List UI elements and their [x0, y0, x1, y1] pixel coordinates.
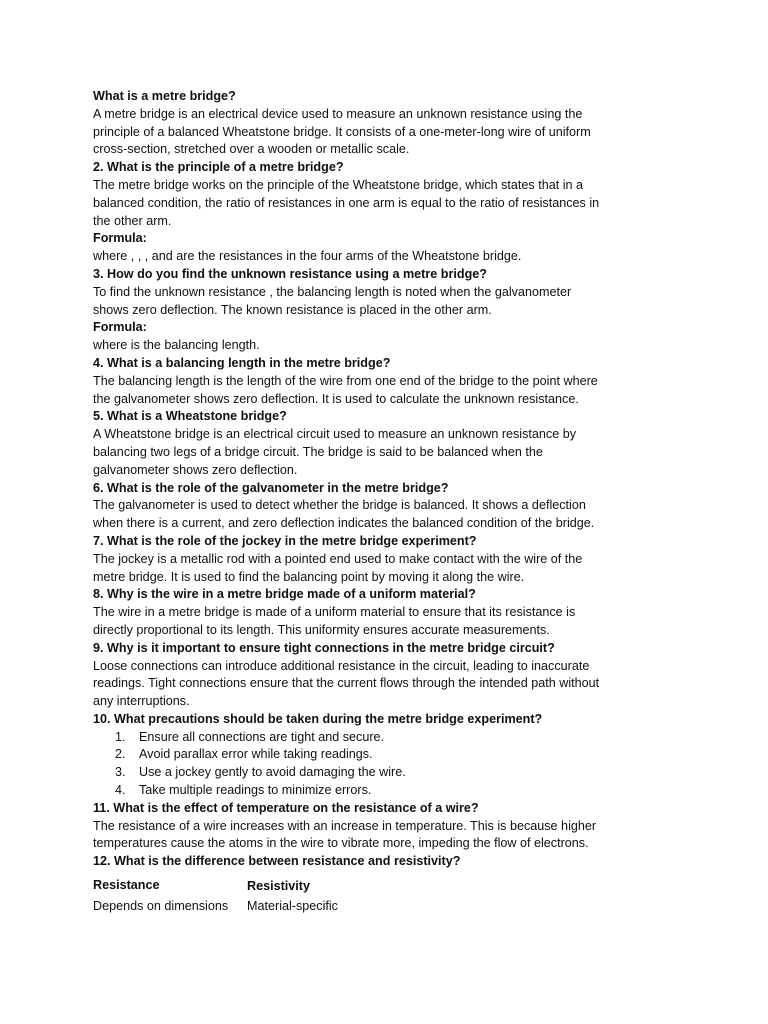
question-heading: 10. What precautions should be taken during the metre bridge experiment?: [93, 711, 543, 726]
list-item-text: Avoid parallax error while taking readings.: [139, 747, 373, 762]
table-row: [91, 896, 338, 916]
table-cell: Depends on dimensions: [93, 899, 229, 914]
formula-label: Formula:: [93, 320, 147, 335]
answer-line: The balancing length is the length of the wire from one end of the bridge to the point where: [93, 373, 598, 388]
answer-line: The galvanometer is used to detect whether the bridge is balanced. It shows a deflection: [93, 498, 586, 513]
list-item-text: Ensure all connections are tight and secure.: [139, 729, 385, 744]
answer-line: Loose connections can introduce additional resistance in the circuit, leading to inaccurate: [93, 658, 590, 673]
question-heading: 11. What is the effect of temperature on the resistance of a wire?: [93, 800, 479, 815]
question-heading: What is a metre bridge?: [93, 89, 236, 103]
answer-line: temperatures cause the atoms in the wire to vibrate more, impeding the flow of electrons.: [93, 836, 589, 851]
answer-line: A metre bridge is an electrical device used to measure an unknown resistance using the: [93, 106, 583, 121]
table-cell: Material-specific: [247, 899, 338, 914]
list-item: [115, 782, 693, 800]
answer-line: any interruptions.: [93, 694, 190, 709]
precautions-list: [93, 729, 693, 800]
answer-line: readings. Tight connections ensure that the current flows through the intended path without: [93, 676, 600, 691]
question-heading: 7. What is the role of the jockey in the metre bridge experiment?: [93, 533, 477, 548]
answer-line: metre bridge. It is used to find the balancing point by moving it along the wire.: [93, 569, 525, 584]
question-heading: 12. What is the difference between resistance and resistivity?: [93, 854, 461, 869]
list-number: 2.: [115, 747, 126, 762]
list-item: [115, 746, 693, 764]
answer-line: principle of a balanced Wheatstone bridge. It consists of a one-meter-long wire of uniform: [93, 124, 591, 139]
question-heading: 5. What is a Wheatstone bridge?: [93, 409, 287, 424]
list-item-text: Use a jockey gently to avoid damaging the wire.: [139, 765, 406, 780]
answer-line: To find the unknown resistance , the balancing length is noted when the galvanometer: [93, 284, 572, 299]
answer-line: shows zero deflection. The known resistance is placed in the other arm.: [93, 302, 492, 317]
formula-explanation: where is the balancing length.: [93, 338, 260, 353]
comparison-table: [91, 875, 338, 916]
answer-line: the other arm.: [93, 213, 172, 228]
list-number: 1.: [115, 729, 126, 744]
question-heading: 3. How do you find the unknown resistance using a metre bridge?: [93, 266, 487, 281]
answer-line: directly proportional to its length. This uniformity ensures accurate measurements.: [93, 622, 550, 637]
list-item: [115, 729, 693, 747]
question-heading: 6. What is the role of the galvanometer in the metre bridge?: [93, 480, 449, 495]
answer-line: balanced condition, the ratio of resistances in one arm is equal to the ratio of resistances in: [93, 195, 600, 210]
answer-line: The resistance of a wire increases with an increase in temperature. This is because higher: [93, 818, 597, 833]
table-header-row: [91, 875, 338, 896]
answer-line: The metre bridge works on the principle of the Wheatstone bridge, which states that in a: [93, 177, 584, 192]
formula-explanation: where , , , and are the resistances in the four arms of the Wheatstone bridge.: [93, 249, 522, 264]
question-heading: 4. What is a balancing length in the metre bridge?: [93, 355, 391, 370]
list-number: 4.: [115, 783, 126, 798]
list-item-text: Take multiple readings to minimize errors.: [139, 783, 372, 798]
answer-line: the galvanometer shows zero deflection. It is used to calculate the unknown resistance.: [93, 391, 579, 406]
answer-line: when there is a current, and zero deflection indicates the balanced condition of the bridge.: [93, 516, 595, 531]
document-page: [93, 88, 693, 916]
answer-line: A Wheatstone bridge is an electrical circuit used to measure an unknown resistance by: [93, 427, 577, 442]
answer-line: balancing two legs of a bridge circuit. The bridge is said to be balanced when the: [93, 444, 543, 459]
column-header-resistivity: Resistivity: [247, 878, 310, 893]
question-heading: 9. Why is it important to ensure tight connections in the metre bridge circuit?: [93, 640, 555, 655]
list-item: [115, 764, 693, 782]
formula-label: Formula:: [93, 231, 147, 246]
list-number: 3.: [115, 765, 126, 780]
answer-line: The jockey is a metallic rod with a pointed end used to make contact with the wire of the: [93, 551, 583, 566]
column-header-resistance: Resistance: [93, 878, 160, 893]
answer-line: cross-section, stretched over a wooden or metallic scale.: [93, 142, 410, 157]
question-heading: 2. What is the principle of a metre bridge?: [93, 160, 344, 175]
answer-line: galvanometer shows zero deflection.: [93, 462, 298, 477]
question-heading: 8. Why is the wire in a metre bridge made of a uniform material?: [93, 587, 476, 602]
answer-line: The wire in a metre bridge is made of a uniform material to ensure that its resistance is: [93, 605, 576, 620]
